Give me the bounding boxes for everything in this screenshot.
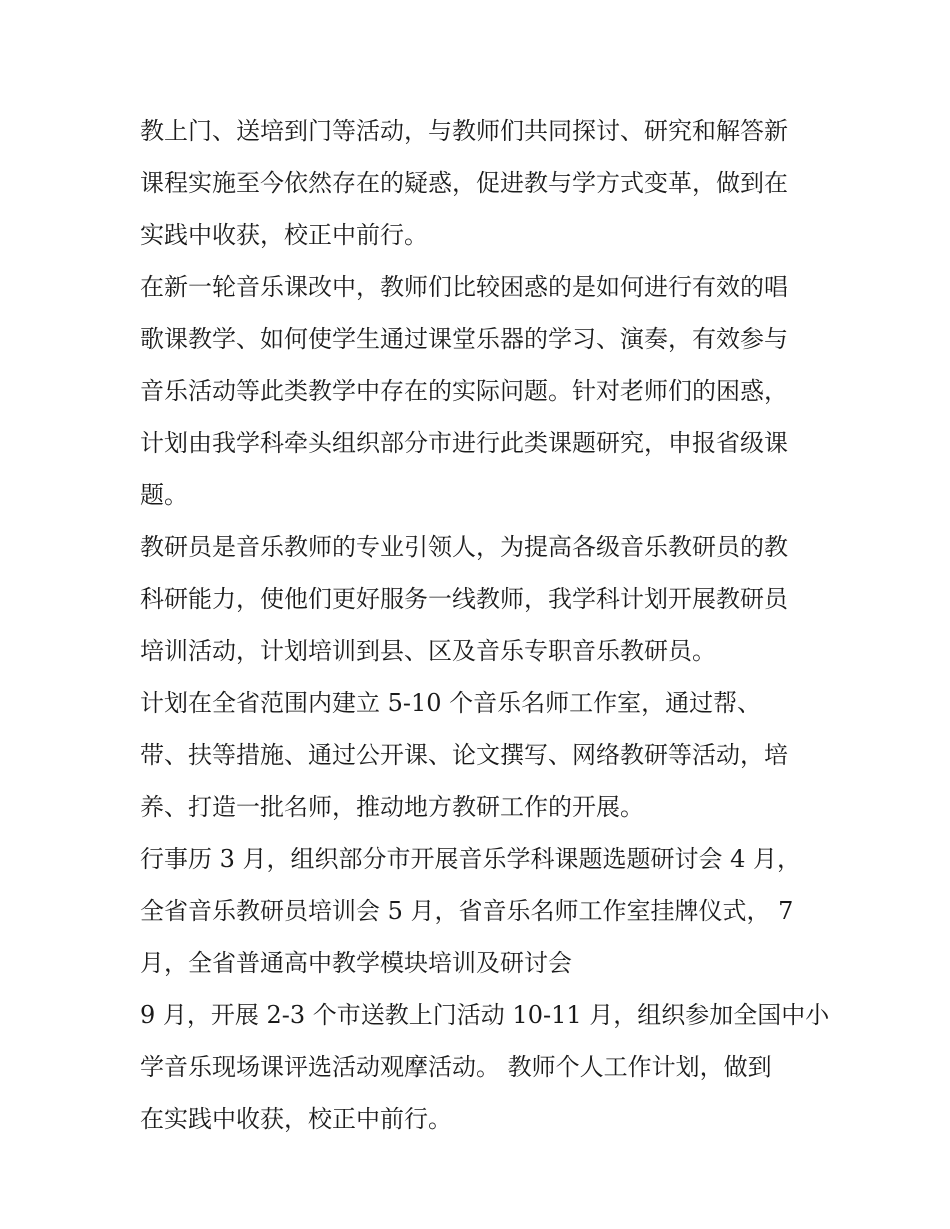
paragraph-4 <box>140 677 812 833</box>
paragraph-3 <box>140 521 812 677</box>
text-line: 全省音乐教研员培训会 5 月，省音乐名师工作室挂牌仪式， 7 <box>140 897 794 925</box>
paragraph-2 <box>140 261 812 521</box>
paragraph-1 <box>140 105 812 261</box>
text-line: 计划由我学科牵头组织部分市进行此类课题研究，申报省级课 <box>140 429 788 457</box>
text-line: 在新一轮音乐课改中，教师们比较困惑的是如何进行有效的唱 <box>140 273 788 301</box>
text-line: 计划在全省范围内建立 5-10 个音乐名师工作室，通过帮、 <box>140 689 762 717</box>
text-line: 行事历 3 月，组织部分市开展音乐学科课题选题研讨会 4 月， <box>140 845 802 873</box>
paragraph-6 <box>140 989 830 1145</box>
text-line: 教上门、送培到门等活动，与教师们共同探讨、研究和解答新 <box>140 117 788 145</box>
text-line: 月，全省普通高中教学模块培训及研讨会 <box>140 949 572 977</box>
text-line: 教研员是音乐教师的专业引领人，为提高各级音乐教研员的教 <box>140 533 788 561</box>
text-line: 养、打造一批名师，推动地方教研工作的开展。 <box>140 793 644 821</box>
paragraph-5 <box>140 833 812 989</box>
text-line: 学音乐现场课评选活动观摩活动。 教师个人工作计划，做到 <box>140 1053 772 1081</box>
text-line: 培训活动，计划培训到县、区及音乐专职音乐教研员。 <box>140 637 716 665</box>
document-body <box>140 105 830 1145</box>
text-line: 科研能力，使他们更好服务一线教师，我学科计划开展教研员 <box>140 585 788 613</box>
text-line: 课程实施至今依然存在的疑惑，促进教与学方式变革，做到在 <box>140 169 788 197</box>
text-line: 题。 <box>140 481 188 509</box>
text-line: 带、扶等措施、通过公开课、论文撰写、网络教研等活动，培 <box>140 741 788 769</box>
text-line: 歌课教学、如何使学生通过课堂乐器的学习、演奏，有效参与 <box>140 325 788 353</box>
text-line: 实践中收获，校正中前行。 <box>140 221 428 249</box>
text-line: 9 月，开展 2-3 个市送教上门活动 10-11 月，组织参加全国中小 <box>140 1001 830 1029</box>
text-line: 音乐活动等此类教学中存在的实际问题。针对老师们的困惑， <box>140 377 788 405</box>
text-line: 在实践中收获，校正中前行。 <box>140 1105 452 1133</box>
